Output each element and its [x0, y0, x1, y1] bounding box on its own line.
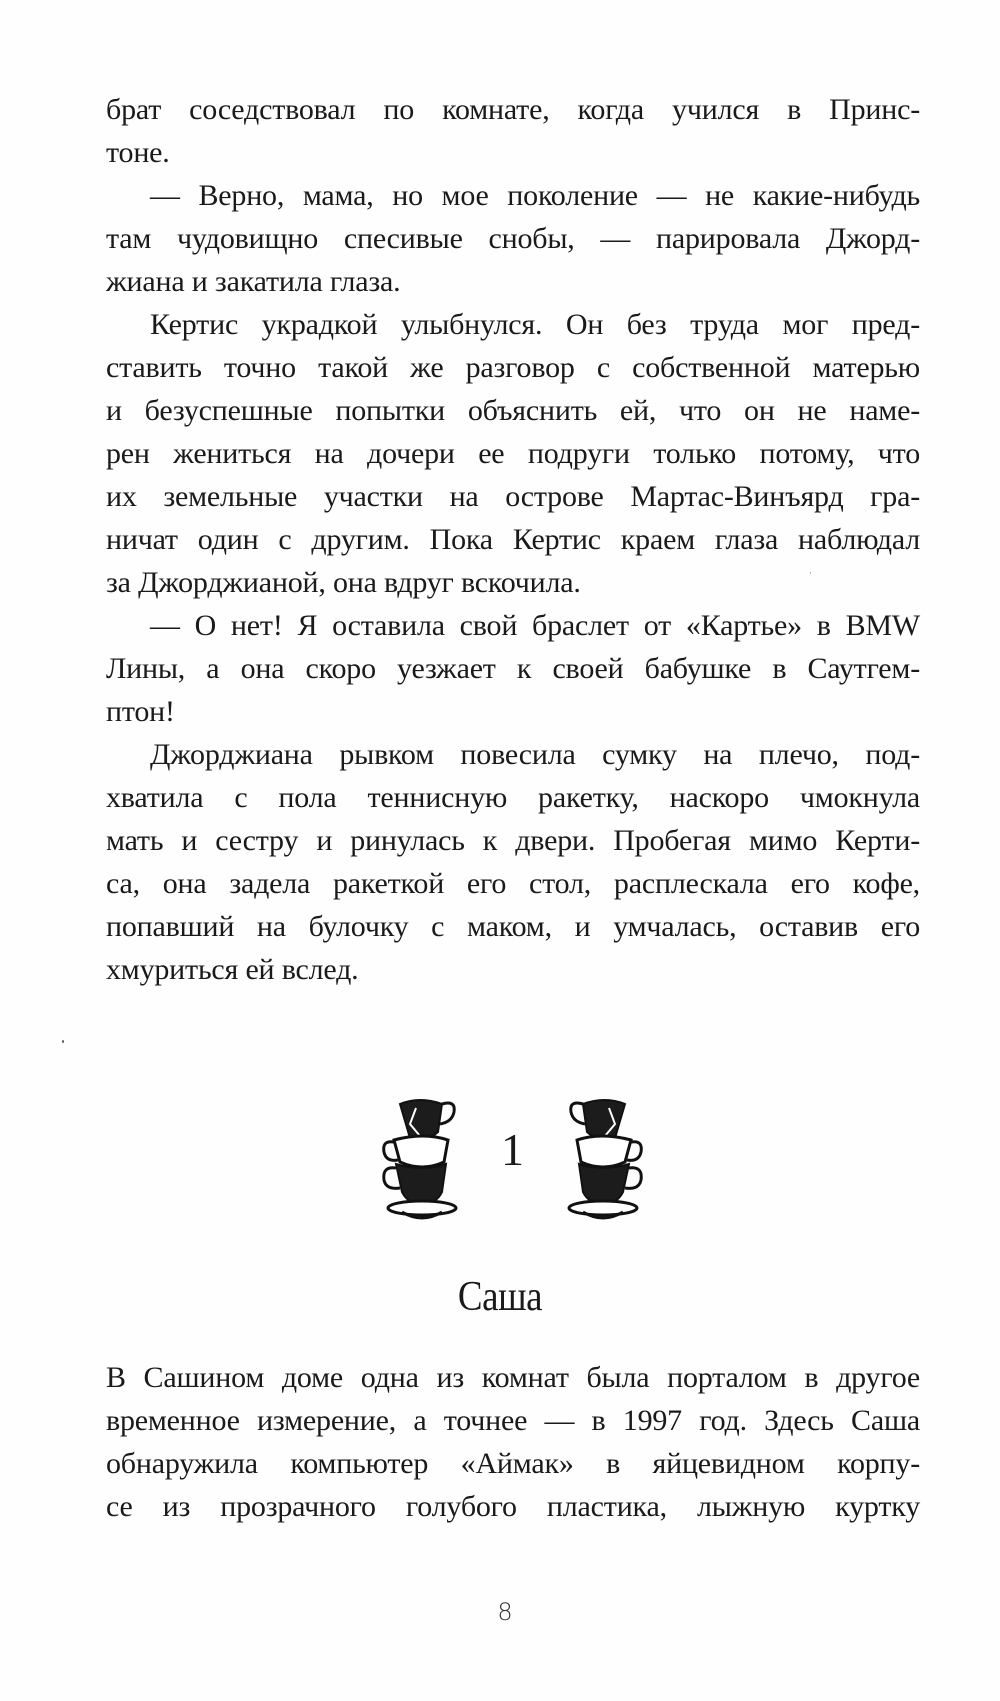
chapter-ornament: [380, 1092, 645, 1222]
text-line: — О нет! Я оставила свой браслет от «Картье» в BMW: [150, 609, 920, 642]
stacked-teacups-icon: [380, 1092, 460, 1222]
stacked-teacups-icon: [565, 1092, 645, 1222]
text-line: ничат один с другим. Пока Кертис краем глаза наблюдал: [106, 523, 920, 556]
text-line: В Сашином доме одна из комнат была порталом в другое: [106, 1361, 920, 1394]
text-line: временное измерение, а точнее — в 1997 год. Здесь Саша: [106, 1404, 920, 1437]
chapter-number: 1: [501, 1124, 524, 1175]
text-line: са, она задела ракеткой его стол, расплескала его кофе,: [106, 867, 920, 900]
page-number: 8: [497, 1598, 513, 1626]
text-line: хватила с пола теннисную ракетку, наскоро чмокнула: [106, 781, 920, 814]
text-line: рен жениться на дочери ее подруги только потому, что: [106, 437, 920, 470]
text-line: птон!: [106, 695, 175, 728]
text-line: мать и сестру и ринулась к двери. Пробегая мимо Керти-: [106, 824, 920, 857]
text-line: ставить точно такой же разговор с собственной матерью: [106, 351, 920, 384]
text-line: се из прозрачного голубого пластика, лыжную куртку: [106, 1490, 920, 1523]
text-line: хмуриться ей вслед.: [106, 953, 359, 986]
text-line: и безуспешные попытки объяснить ей, что он не наме-: [106, 394, 920, 427]
text-line: там чудовищно спесивые снобы, — парировала Джорд-: [106, 222, 920, 255]
text-line: Джорджиана рывком повесила сумку на плечо, под-: [150, 738, 920, 771]
text-line: — Верно, мама, но мое поколение — не какие-нибудь: [150, 179, 920, 212]
text-line: жиана и закатила глаза.: [106, 265, 401, 298]
text-line: их земельные участки на острове Мартас-Винъярд гра-: [106, 480, 920, 513]
text-line: попавший на булочку с маком, и умчалась, оставив его: [106, 910, 920, 943]
chapter-title: Саша: [457, 1274, 543, 1320]
scan-speck: [62, 1040, 64, 1043]
text-line: тоне.: [106, 136, 170, 169]
text-line: обнаружила компьютер «Аймак» в яйцевидном корпу-: [106, 1447, 920, 1480]
scan-speck: [810, 572, 811, 574]
text-line: брат соседствовал по комнате, когда учился в Принс-: [106, 93, 920, 126]
text-line: за Джорджианой, она вдруг вскочила.: [106, 566, 581, 599]
text-line: Кертис украдкой улыбнулся. Он без труда мог пред-: [150, 308, 920, 341]
text-line: Лины, а она скоро уезжает к своей бабушке в Саутгем-: [106, 652, 920, 685]
